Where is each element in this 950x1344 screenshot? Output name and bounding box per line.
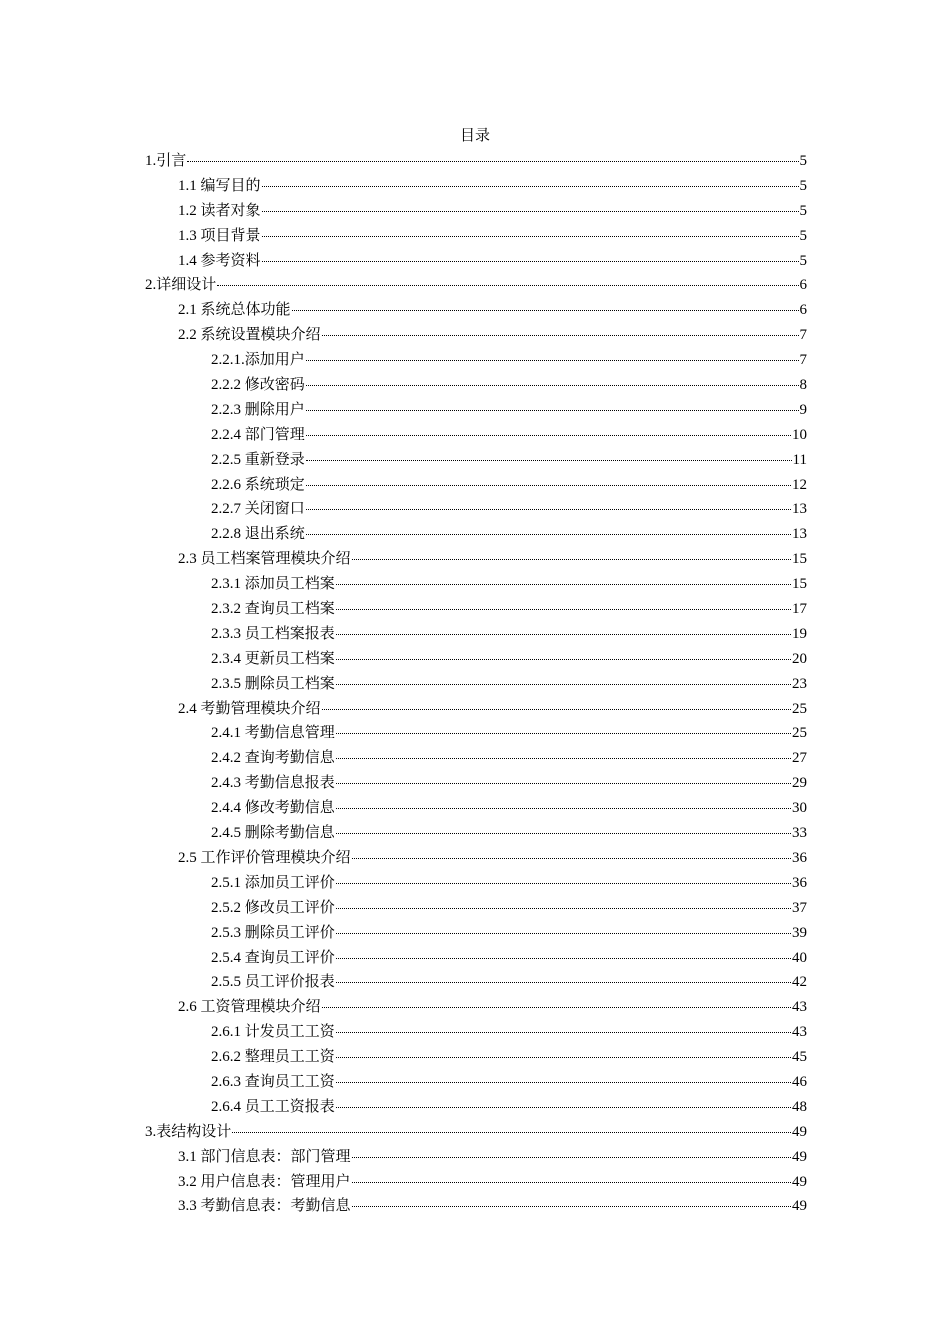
- toc-entry-page-number: 36: [792, 849, 807, 866]
- toc-dot-leader: [336, 733, 791, 734]
- toc-entry-label: 2.2.8 退出系统: [211, 526, 305, 543]
- toc-entry-label: 1.3 项目背景: [178, 227, 261, 244]
- toc-entry[interactable]: [145, 450, 807, 475]
- toc-dot-leader: [262, 236, 799, 237]
- toc-entry-label: 2.4 考勤管理模块介绍: [178, 700, 321, 717]
- toc-entry-page-number: 29: [792, 775, 807, 792]
- toc-entry-label: 2.5.1 添加员工评价: [211, 874, 335, 891]
- toc-entry-page-number: 49: [792, 1123, 807, 1140]
- toc-dot-leader: [187, 161, 798, 162]
- toc-dot-leader: [352, 559, 791, 560]
- toc-dot-leader: [352, 1206, 791, 1207]
- toc-entry[interactable]: [145, 226, 807, 251]
- toc-entry[interactable]: [145, 1196, 807, 1221]
- toc-dot-leader: [336, 1107, 791, 1108]
- toc-entry[interactable]: [145, 425, 807, 450]
- toc-entry-page-number: 40: [792, 949, 807, 966]
- toc-entry-page-number: 5: [799, 177, 807, 194]
- toc-dot-leader: [336, 958, 791, 959]
- toc-entry-label: 2.6 工资管理模块介绍: [178, 999, 321, 1016]
- toc-entry-page-number: 17: [792, 601, 807, 618]
- toc-dot-leader: [232, 1132, 791, 1133]
- toc-entry-page-number: 11: [792, 451, 807, 468]
- toc-dot-leader: [306, 410, 799, 411]
- toc-entry-label: 2.5.5 员工评价报表: [211, 974, 335, 991]
- toc-entry-page-number: 15: [792, 576, 807, 593]
- toc-entry-label: 2.2.2 修改密码: [211, 377, 305, 394]
- toc-entry-label: 1.1 编写目的: [178, 177, 261, 194]
- toc-dot-leader: [292, 310, 799, 311]
- toc-entry-label: 2.2.6 系统琐定: [211, 476, 305, 493]
- toc-dot-leader: [336, 933, 791, 934]
- toc-dot-leader: [336, 808, 791, 809]
- toc-entry-page-number: 6: [799, 302, 807, 319]
- toc-entry-page-number: 5: [799, 153, 807, 169]
- toc-entry-page-number: 45: [792, 1049, 807, 1066]
- toc-dot-leader: [262, 261, 799, 262]
- toc-dot-leader: [352, 1182, 791, 1183]
- toc-entry[interactable]: [145, 997, 807, 1022]
- toc-entry-page-number: 6: [799, 277, 807, 294]
- toc-entry-label: 2.3.3 员工档案报表: [211, 625, 335, 642]
- toc-entry[interactable]: [145, 375, 807, 400]
- toc-entry[interactable]: [145, 699, 807, 724]
- toc-entry[interactable]: [145, 898, 807, 923]
- toc-entry-label: 2.3.5 删除员工档案: [211, 675, 335, 692]
- toc-entry-label: 2.2.1.添加用户: [211, 352, 305, 369]
- toc-dot-leader: [336, 783, 791, 784]
- toc-entry[interactable]: [145, 400, 807, 425]
- toc-dot-leader: [306, 435, 791, 436]
- toc-entry[interactable]: [145, 923, 807, 948]
- toc-entry[interactable]: [145, 251, 807, 276]
- toc-entry-label: 2.6.4 员工工资报表: [211, 1098, 335, 1115]
- toc-entry[interactable]: [145, 823, 807, 848]
- toc-entry-label: 3.2 用户信息表：管理用户: [178, 1173, 351, 1190]
- toc-entry-page-number: 23: [792, 675, 807, 692]
- toc-entry-page-number: 33: [792, 825, 807, 842]
- toc-title: 目录: [459, 128, 490, 144]
- toc-dot-leader: [306, 385, 799, 386]
- toc-entry-page-number: 12: [792, 476, 807, 493]
- toc-dot-leader: [306, 360, 799, 361]
- toc-entry-label: 2.6.3 查询员工工资: [211, 1073, 335, 1090]
- toc-dot-leader: [262, 186, 799, 187]
- toc-entry-label: 2.5.3 删除员工评价: [211, 924, 335, 941]
- toc-entry-page-number: 13: [792, 501, 807, 518]
- toc-entry[interactable]: [145, 599, 807, 624]
- toc-entry-label: 2.4.3 考勤信息报表: [211, 775, 335, 792]
- toc-entry-page-number: 20: [792, 650, 807, 667]
- toc-entry-page-number: 5: [799, 227, 807, 244]
- toc-entry[interactable]: [145, 300, 807, 325]
- toc-dot-leader: [336, 609, 791, 610]
- toc-entry-label: 1.4 参考资料: [178, 252, 261, 269]
- toc-entry-label: 2.5 工作评价管理模块介绍: [178, 849, 351, 866]
- toc-entry-label: 2.5.2 修改员工评价: [211, 899, 335, 916]
- toc-entry[interactable]: [145, 1022, 807, 1047]
- toc-entry[interactable]: [145, 1072, 807, 1097]
- toc-dot-leader: [336, 1032, 791, 1033]
- toc-dot-leader: [306, 509, 791, 510]
- toc-entry-label: 2.2 系统设置模块介绍: [178, 327, 321, 344]
- toc-entry-page-number: 48: [792, 1098, 807, 1115]
- toc-entry[interactable]: [145, 723, 807, 748]
- toc-dot-leader: [336, 982, 791, 983]
- toc-entry-page-number: 25: [792, 725, 807, 742]
- toc-entry[interactable]: [145, 275, 807, 300]
- toc-entry-label: 2.1 系统总体功能: [178, 302, 291, 319]
- toc-entry[interactable]: [145, 748, 807, 773]
- toc-entry-page-number: 49: [792, 1198, 807, 1215]
- toc-entry-label: 2.2.3 删除用户: [211, 401, 305, 418]
- toc-entry-label: 2.详细设计: [145, 277, 217, 294]
- toc-entry[interactable]: [145, 649, 807, 674]
- toc-entry-page-number: 5: [799, 202, 807, 219]
- toc-dot-leader: [217, 285, 798, 286]
- toc-entry-label: 1.2 读者对象: [178, 202, 261, 219]
- toc-dot-leader: [306, 460, 792, 461]
- toc-entry[interactable]: [145, 1172, 807, 1197]
- toc-entry-label: 1.引言: [145, 153, 187, 169]
- toc-entry[interactable]: [145, 201, 807, 226]
- toc-entry-label: 3.表结构设计: [145, 1123, 232, 1140]
- toc-dot-leader: [322, 1007, 791, 1008]
- toc-entry-label: 2.3.1 添加员工档案: [211, 576, 335, 593]
- toc-entry-label: 2.6.1 计发员工工资: [211, 1024, 335, 1041]
- toc-entry-label: 2.4.4 修改考勤信息: [211, 800, 335, 817]
- toc-entry-page-number: 7: [799, 327, 807, 344]
- toc-entry-page-number: 15: [792, 551, 807, 568]
- toc-entry-label: 2.4.5 删除考勤信息: [211, 825, 335, 842]
- toc-entry[interactable]: [145, 151, 807, 176]
- toc-dot-leader: [352, 1157, 791, 1158]
- toc-dot-leader: [336, 1057, 791, 1058]
- toc-entry-page-number: 27: [792, 750, 807, 767]
- toc-entry[interactable]: [145, 549, 807, 574]
- toc-entry-page-number: 49: [792, 1148, 807, 1165]
- toc-dot-leader: [336, 908, 791, 909]
- toc-dot-leader: [262, 211, 799, 212]
- toc-entry-label: 2.2.5 重新登录: [211, 451, 305, 468]
- toc-dot-leader: [336, 883, 791, 884]
- toc-entry[interactable]: [145, 499, 807, 524]
- toc-entry-page-number: 43: [792, 999, 807, 1016]
- toc-entry[interactable]: [145, 972, 807, 997]
- toc-entry-page-number: 49: [792, 1173, 807, 1190]
- toc-entry-label: 3.1 部门信息表：部门管理: [178, 1148, 351, 1165]
- toc-entry-page-number: 43: [792, 1024, 807, 1041]
- toc-entry[interactable]: [145, 176, 807, 201]
- toc-entry-page-number: 10: [792, 426, 807, 443]
- toc-entry-page-number: 8: [799, 377, 807, 394]
- toc-entry[interactable]: [145, 1122, 807, 1147]
- toc-dot-leader: [322, 335, 799, 336]
- toc-dot-leader: [336, 1082, 791, 1083]
- toc-entry-label: 2.6.2 整理员工工资: [211, 1049, 335, 1066]
- toc-entry[interactable]: [145, 1147, 807, 1172]
- toc-entry[interactable]: [145, 350, 807, 375]
- toc-entry-label: 2.5.4 查询员工评价: [211, 949, 335, 966]
- toc-entry[interactable]: [145, 848, 807, 873]
- toc-entry-page-number: 25: [792, 700, 807, 717]
- toc-entry-page-number: 9: [799, 401, 807, 418]
- toc-entry-page-number: 19: [792, 625, 807, 642]
- toc-dot-leader: [352, 858, 791, 859]
- toc-entry[interactable]: [145, 1097, 807, 1122]
- toc-entry-page-number: 42: [792, 974, 807, 991]
- toc-entry[interactable]: [145, 948, 807, 973]
- toc-entry[interactable]: [145, 674, 807, 699]
- toc-entry-label: 2.4.2 查询考勤信息: [211, 750, 335, 767]
- toc-entry-label: 2.3 员工档案管理模块介绍: [178, 551, 351, 568]
- toc-entry-page-number: 5: [799, 252, 807, 269]
- toc-dot-leader: [336, 833, 791, 834]
- toc-entry[interactable]: [145, 574, 807, 599]
- toc-entry[interactable]: [145, 475, 807, 500]
- toc-dot-leader: [336, 684, 791, 685]
- toc-dot-leader: [336, 659, 791, 660]
- toc-dot-leader: [306, 485, 791, 486]
- toc-entry-label: 2.2.7 关闭窗口: [211, 501, 305, 518]
- toc-entry[interactable]: [145, 798, 807, 823]
- toc-entry[interactable]: [145, 773, 807, 798]
- toc-dot-leader: [336, 584, 791, 585]
- toc-entry[interactable]: [145, 873, 807, 898]
- toc-entry-page-number: 37: [792, 899, 807, 916]
- toc-dot-leader: [306, 534, 791, 535]
- toc-entry[interactable]: [145, 524, 807, 549]
- toc-entry[interactable]: [145, 1047, 807, 1072]
- toc-entry[interactable]: [145, 325, 807, 350]
- toc-entry-page-number: 46: [792, 1073, 807, 1090]
- toc-dot-leader: [336, 758, 791, 759]
- toc-entry-label: 2.3.2 查询员工档案: [211, 601, 335, 618]
- toc-entry-label: 2.4.1 考勤信息管理: [211, 725, 335, 742]
- toc-entry-label: 3.3 考勤信息表：考勤信息: [178, 1198, 351, 1215]
- toc-entry[interactable]: [145, 624, 807, 649]
- toc-dot-leader: [322, 709, 791, 710]
- toc-entry-page-number: 13: [792, 526, 807, 543]
- toc-entry-label: 2.2.4 部门管理: [211, 426, 305, 443]
- toc-dot-leader: [336, 634, 791, 635]
- toc-entry-page-number: 30: [792, 800, 807, 817]
- toc-entry-page-number: 7: [799, 352, 807, 369]
- toc-entry-page-number: 36: [792, 874, 807, 891]
- toc-entry-page-number: 39: [792, 924, 807, 941]
- table-of-contents: [145, 151, 807, 1221]
- toc-entry-label: 2.3.4 更新员工档案: [211, 650, 335, 667]
